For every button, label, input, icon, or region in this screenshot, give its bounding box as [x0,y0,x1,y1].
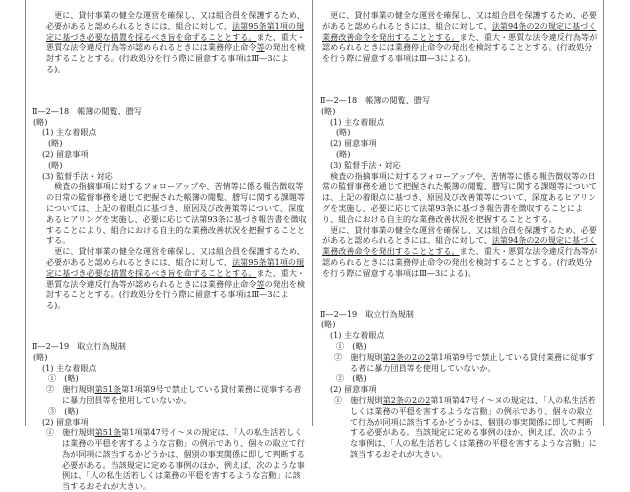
item-number: ① [46,427,55,438]
subheading-notes: (2) 留意事項 [330,384,377,395]
text: また、重大・悪質な法令違反行為等が認められるときには業務停止命令の発出を検討することとする。(行政処分を行う際に留意する事項はⅢ—3による)。 [322,246,598,278]
amended-text: 法第94条の2の規定に基づく業務改善命令を発出することとする。 [322,235,597,257]
section-heading-2-2-18: Ⅱ—2—18 帳簿の閲覧、謄写 [320,94,430,105]
section-heading-2-2-19: Ⅱ—2—19 取立行為規制 [32,340,126,351]
omitted-note: (略) [33,116,48,127]
text: また、重大・悪質な法令違反行為等が認められるときには業務停止命令 [46,267,306,289]
text: 更に、貸付事業の健全な運営を確保し、又は組合員を保護するため、必要があると認められるときには、組合に対して、 [46,10,305,31]
amended-text: 法第94条の2の規定に基づく業務改善命令を発出することとする。 [322,20,597,42]
amended-text: 第51条 [94,384,122,395]
amended-text: 等 [256,42,265,53]
left-top-paragraph [32,10,308,75]
list-item [320,352,599,374]
section-heading-2-2-18: Ⅱ—2—18 帳簿の閲覧、謄写 [32,105,142,116]
omitted-note: (略) [48,159,63,170]
text: 更に、貸付事業の健全な運営を確保し、又は組合員を保護するため、必要があると認められるときには、組合に対して、 [322,224,597,246]
text: の発出を検討することとする。(行政処分を行う際に留意する事項はⅢ—3による)。 [46,278,306,311]
amended-text: 第2条の2の2 [382,394,431,405]
subheading-main-points: (1) 主な着眼点 [330,116,385,127]
supervision-body [320,171,599,279]
amended-text: 第51条 [94,427,122,438]
list-item: ③ (略) [48,405,79,416]
amended-text: 等 [256,278,265,289]
paragraph [46,10,308,75]
subheading-notes: (2) 留意事項 [42,148,89,159]
text: 第1項第9号で禁止している貸付業務に従事する者に暴力団員等を使用していないか。 [62,384,302,405]
subheading-notes: (2) 留意事項 [330,138,377,149]
list-item [32,427,308,492]
list-item [320,395,599,460]
text: 第1項第47号イ～ヌの規定は、「人の私生活若しくは業務の平穏を害するような言動」の例示であり、個々の取立て行為が同項に該当するかどうかは、個別の事実関係に即して判断する必要がある。当該規定に定める事例のほか、例えば、次のような事例は、「人の私生活若しくは業務の平穏を害するような言動」に該当するおそれが大きい。 [62,427,305,492]
spacer [320,64,599,95]
paragraph [322,10,599,64]
text: 施行規則 [54,384,95,395]
right-column [314,0,604,459]
paragraph: 検査の指摘事項に対するフォローアップや、苦情等に係る報告徴収等の日常の監督事務を通じて把握された帳簿の閲覧、謄写に関する課題等については、上記の着眼点に基づき、原因及び改善策等について、深度あるヒアリングを実施し、必要に応じて法第93条に基づき報告書を徴収することにより、組合における自主的な業務改善状況を把握することとする。 [322,170,598,224]
item-number: ① [334,394,343,405]
item-number: ② [46,384,55,395]
subheading-main-points: (1) 主な着眼点 [42,362,97,373]
omitted-note: (略) [321,319,336,330]
item-number: ② [334,351,343,362]
omitted-note: (略) [336,148,351,159]
right-top-paragraph [320,10,599,64]
left-column-content [32,10,308,492]
list-item: ② (略) [336,373,367,384]
list-item [32,384,308,406]
subheading-main-points: (1) 主な着眼点 [330,330,385,341]
subheading-supervision: (3) 監督手法・対応 [42,170,113,181]
spacer [32,75,308,106]
omitted-note: (略) [321,105,336,116]
list-item: ① (略) [48,373,79,384]
amended-text: 第2条の2の2 [382,351,431,362]
text: 更に、貸付事業の健全な運営を確保し、又は組合員を保護するため、必要があると認められるときには、組合に対して、 [322,10,597,31]
omitted-note: (略) [48,138,63,149]
subheading-supervision: (3) 監督手法・対応 [330,159,401,170]
text: 第1項第9号で禁止している貸付業務に従事する者に暴力団員等を使用していないか。 [350,351,595,373]
right-column-content [320,10,599,460]
text: の発出を検討することとする。(行政処分を行う際に留意する事項はⅢ—3による)。 [46,42,306,74]
left-column [25,0,313,492]
spacer [320,279,599,309]
text: 更に、貸付事業の健全な運営を確保し、又は組合員を保護するため、必要があると認められるときには、組合に対して、 [46,246,305,267]
supervision-body [32,181,308,311]
omitted-note: (略) [336,127,351,138]
paragraph [322,225,599,279]
paragraph [46,246,308,311]
text: 第1項第47号イ～ヌの規定は、「人の私生活若しくは業務の平穏を害するような言動」の例示であり、個々の取立て行為が同項に該当するかどうかは、個別の事実関係に即して判断する必要がある。当該規定に定める事例のほか、例えば、次のような事例は、「人の私生活若しくは業務の平穏を害するような言動」に該当するおそれが大きい。 [350,394,597,459]
amended-text: 法第95条第1項の規定に基づき必要な措置を採るべき旨を命ずることとする。 [46,20,305,42]
text: また、重大・悪質な法令違反行為等が認められるときには業務停止命令の発出を検討することとする。(行政処分を行う際に留意する事項はⅢ—3による)。 [322,31,598,64]
text: 施行規則 [54,427,95,438]
subheading-main-points: (1) 主な着眼点 [42,127,97,138]
text: 施行規則 [342,351,383,362]
text: 施行規則 [342,394,383,405]
omitted-note: (略) [33,351,48,362]
spacer [32,311,308,341]
paragraph: 検査の指摘事項に対するフォローアップや、苦情等に係る報告徴収等の日常の監督事務を通じて把握された帳簿の閲覧、謄写に関する課題等については、上記の着眼点に基づき、原因及び改善策等について、深度あるヒアリングを実施し、必要に応じて法第93条に基づき報告書を徴収することにより、組合における自主的な業務改善状況を把握することとする。 [46,181,307,246]
section-heading-2-2-19: Ⅱ—2—19 取立行為規制 [320,308,414,319]
list-item: ① (略) [336,340,367,351]
text: また、重大・悪質な法令違反行為等が認められるときには業務停止命令 [46,31,306,53]
subheading-notes: (2) 留意事項 [42,416,89,427]
amended-text: 法第95条第1項の規定に基づき必要な措置を採るべき旨を命ずることとする。 [46,256,305,278]
